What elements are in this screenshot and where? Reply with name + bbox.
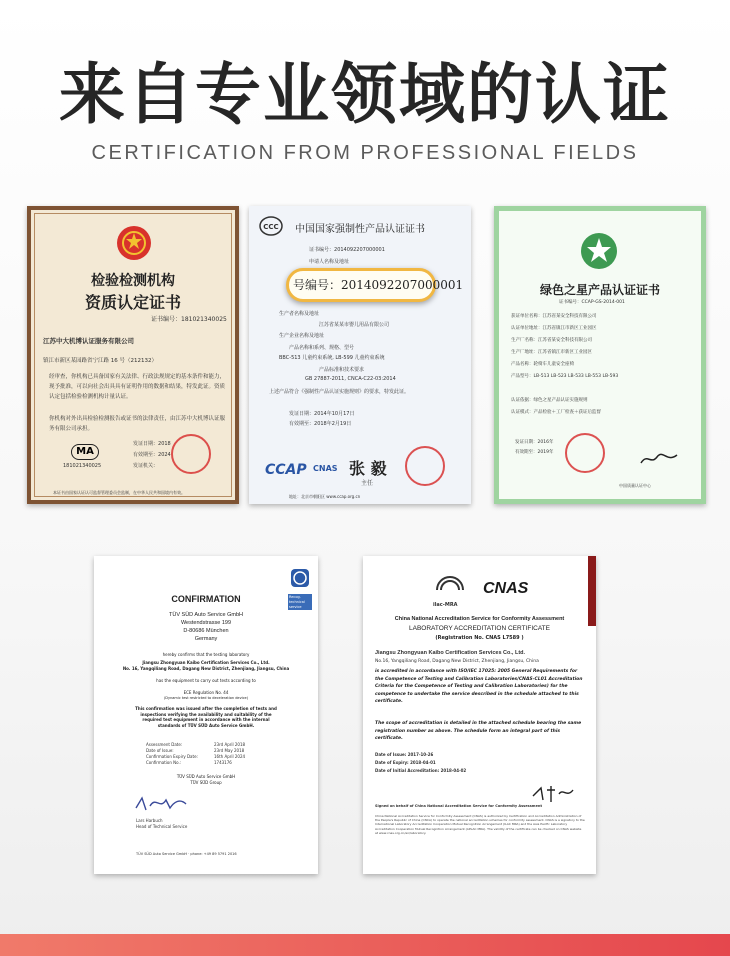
cert3-row xyxy=(511,325,597,331)
cert2-standard: GB 27887-2011, CNCA-C22-03:2014 xyxy=(305,376,396,382)
cert3-row-value: 轮椅车儿童安全座椅 xyxy=(533,362,574,367)
cnas-logo: CNAS xyxy=(313,464,338,473)
cert2-sign-title: 主任 xyxy=(361,480,374,487)
cert4-date-label: Date of Issue: xyxy=(146,748,174,753)
svg-text:CCC: CCC xyxy=(263,223,279,231)
cert3-row-label: 获证单位名称： xyxy=(511,314,543,319)
cert3-row xyxy=(511,313,597,319)
cert3-row-label: 认证单位地址： xyxy=(511,326,543,331)
cert2-applicant: 申请人名称及地址 xyxy=(309,259,350,265)
cert5-date-label: Date of Initial Accreditation: xyxy=(375,768,440,773)
cert3-valid-date xyxy=(515,449,553,455)
cert3-row-value: LB-513 LB-523 LB-533 LB-553 LB-593 xyxy=(533,374,619,379)
cert1-issue-date xyxy=(133,440,171,447)
cert4-street: Westendstrasse 199 xyxy=(180,620,232,626)
cert2-approval: 上述产品符合《强制性产品认证实施规则》的要求，特发此证。 xyxy=(269,389,410,395)
cert2-issue-label: 发证日期： xyxy=(289,411,315,417)
cert3-row xyxy=(511,337,592,343)
cert5-title: LABORATORY ACCREDITATION CERTIFICATE xyxy=(409,625,550,632)
cert5-date-value: 2018-04-02 xyxy=(440,768,467,773)
cert2-product: 产品名称和系列、规格、型号 xyxy=(289,345,355,351)
cert3-row-value: 产品检验＋工厂检查＋获证后监督 xyxy=(533,410,601,415)
cert1-title-line1: 检验检测机构 xyxy=(91,273,175,289)
cert2-standard-label: 产品标准和技术要求 xyxy=(319,367,365,373)
cert1-red-seal xyxy=(171,434,211,474)
cert4-date-value: 23rd May 2018 xyxy=(214,748,245,753)
cert3-row-label: 认证依据： xyxy=(511,398,534,403)
cert3-issue-date xyxy=(515,439,553,445)
cert5-date-row xyxy=(375,768,466,773)
cert3-signature-icon xyxy=(639,451,679,467)
cert1-title-line2: 资质认定证书 xyxy=(84,293,181,312)
cert4-title: CONFIRMATION xyxy=(171,594,241,604)
cert1-number xyxy=(151,314,227,323)
cert3-number-value: CCAP-GS-2014-001 xyxy=(581,300,625,305)
ilac-mra-logo-icon xyxy=(433,574,467,604)
cert3-row-label: 生产厂地址： xyxy=(511,350,538,355)
cert4-reg-note: (Dynamic test restricted to deceleration device) xyxy=(163,696,249,700)
cert4-country: Germany xyxy=(194,636,218,642)
cert4-date-row xyxy=(146,748,174,753)
cert3-row-label: 产品名称： xyxy=(511,362,534,367)
cert2-signature: 张 毅 xyxy=(349,459,387,478)
cert5-date-row xyxy=(375,760,436,765)
cert2-valid-value: 2018年2月19日 xyxy=(314,421,352,427)
cert4-group2: TÜV SÜD Group xyxy=(190,780,222,785)
cert3-number-label: 证书编号： xyxy=(559,300,582,305)
cert4-company: Jiangsu Zhongyuan Kaibo Certification Services Co., Ltd. xyxy=(142,660,270,665)
cert4-footer: TÜV SÜD Auto Service GmbH · phone: +49 89 5791 2016 xyxy=(136,852,237,856)
cert4-date-value: 1743176 xyxy=(214,760,232,765)
cnas-logo: CNAS xyxy=(483,580,529,597)
cert2-title: 中国国家强制性产品认证证书 xyxy=(295,224,425,235)
cert3-valid-date-value: 2019年 xyxy=(537,450,554,455)
cert3-row-label: 产品型号： xyxy=(511,374,534,379)
cert4-signer: Lars Harbuch xyxy=(136,818,163,823)
certificate-tuv-confirmation[interactable] xyxy=(94,556,318,874)
cert5-signature-icon xyxy=(531,784,575,804)
cert5-p1: is accredited in accordance with ISO/IEC 17025: 2005 General Requirements for the Competence of Testing and Calibration Laboratories/CNAS-CL01 Accreditation Criteria for the Competence of Testing and Calibration Laboratories) for the competence to undertake the service described in the schedule attached to this certificate. xyxy=(375,669,583,704)
page-subtitle: CERTIFICATION FROM PROFESSIONAL FIELDS xyxy=(91,142,639,164)
cert4-regulation: ECE Regulation No. 44 xyxy=(183,690,229,695)
cert1-address: 镇江市新区某园路省宁江路 16 号（212132） xyxy=(43,358,157,364)
cert4-date-row xyxy=(146,760,181,765)
cert1-valid-date-value: 2024 xyxy=(158,452,171,458)
cert5-fine-print: China National Accreditation Service for Conformity Assessment (CNAS) is authorized by Certification and Accreditation Administration of the People's Republic of China (CNCA) to operate the national accreditation schemes for conformity assessment. CNAS is a signatory to the International Laboratory Accreditation Cooperation Mutual Recognition Arrangement (ILAC MRA) and the Asia Pacific Laboratory Accreditation Cooperation Mutual Recognition Arrangement (APLAC MRA). The validity of the certificate can be checked on CNAS website at www.cnas.org.cn/en/laboratory. xyxy=(375,814,585,835)
cert1-org: 江苏中大机博认证服务有限公司 xyxy=(43,337,134,345)
tuv-logo-icon xyxy=(290,568,310,588)
cert1-valid-date xyxy=(133,451,171,458)
cert4-org: TÜV SÜD Auto Service GmbH xyxy=(169,612,243,618)
cert2-red-seal xyxy=(405,446,445,486)
cert5-date-label: Date of Expiry: xyxy=(375,760,409,765)
cert2-issue-value: 2014年10月17日 xyxy=(314,411,355,417)
cert5-date-label: Date of Issue: xyxy=(375,752,407,757)
cert4-date-label: Confirmation No.: xyxy=(146,760,182,765)
cert2-footer: 地址：北京市朝阳区 www.ccap.org.cn xyxy=(289,494,361,499)
cert2-manufacturer-name: 江苏省某某市婴儿用品有限公司 xyxy=(319,322,390,328)
cert2-number-highlight: 号编号：2014092207000001 xyxy=(286,268,436,302)
certificate-ccc[interactable] xyxy=(249,206,471,504)
cert5-reg: (Registration No. CNAS L7589 ) xyxy=(435,635,524,641)
cert1-number-label: 证书编号： xyxy=(151,316,182,323)
cert2-issue xyxy=(289,410,354,417)
page-title: 来自专业领域的认证 xyxy=(59,56,671,133)
cert3-footer: 中国质量认证中心 xyxy=(619,483,651,488)
cert3-row-value: 江苏省镇江市新区工业园区 xyxy=(542,326,597,331)
cert3-red-seal xyxy=(565,433,605,473)
cert3-row-value: 绿色之星产品认证实施规则 xyxy=(533,398,588,403)
cert3-row-value: 江苏省镇江市新区工业园区 xyxy=(538,350,592,355)
cert2-valid xyxy=(289,420,351,427)
cert3-row-value: 江苏省某安全科技有限公司 xyxy=(542,314,597,319)
cert3-row-label: 认证模式： xyxy=(511,410,534,415)
cert3-row-label: 生产厂名称： xyxy=(511,338,538,343)
cert4-p2: has the equipment to carry out tests according to xyxy=(156,678,256,683)
green-star-emblem-icon xyxy=(579,231,619,271)
certificate-green-star[interactable] xyxy=(494,206,706,504)
cert4-p3: This confirmation was issued after the completion of tests and inspections verifying the availability and suitability of the required test equipment in accordance with the internal standards of TÜV SÜD Auto Service GmbH. xyxy=(135,706,277,728)
cert4-date-label: Confirmation Expiry Date: xyxy=(146,754,198,759)
cert1-valid-date-label: 有效期至： xyxy=(133,452,159,458)
cert1-issue-date-value: 2018 xyxy=(158,441,171,447)
ccap-logo: CCAP xyxy=(265,462,307,478)
cert4-p1: hereby confirms that the testing laboratory xyxy=(162,652,250,657)
cert4-signer-title: Head of Technical Service xyxy=(136,824,188,829)
cert3-row xyxy=(511,373,618,379)
cert4-date-value: 16th April 2024 xyxy=(214,754,246,759)
cert5-date-value: 2017-10-26 xyxy=(407,752,434,757)
cert3-row xyxy=(511,397,588,403)
ilac-mra-logo: ilac-MRA xyxy=(433,602,458,608)
cert4-date-row xyxy=(146,742,182,747)
cert5-service: China National Accreditation Service for Conformity Assessment xyxy=(394,616,565,622)
cert5-date-row xyxy=(375,752,433,757)
cert3-row xyxy=(511,361,574,367)
cert4-group: TÜV SÜD Auto Service GmbH xyxy=(176,774,236,779)
cert4-date-label: Assessment Date: xyxy=(146,742,183,747)
cert2-valid-label: 有效期至： xyxy=(289,421,315,427)
cert3-title: 绿色之星产品认证证书 xyxy=(539,283,660,297)
cert1-number-value: 181021340025 xyxy=(181,316,227,323)
cert1-footer: 本证书由国家认证认可监督管理委员会监制，在中华人民共和国境内有效。 xyxy=(53,490,185,495)
cert4-address: No. 16, Yangqiliang Road, Dagang New District, Zhenjiang, Jiangsu, China xyxy=(122,666,290,671)
cert5-address: No.16, Yangqiliang Road, Dagang New District, Zhenjiang, Jiangsu, China xyxy=(375,659,539,664)
cert1-issue-date-label: 发证日期： xyxy=(133,441,159,447)
cert5-p2: The scope of accreditation is detailed in the attached schedule bearing the same registration number as above. The schedule form an integral part of this certificate. xyxy=(375,721,582,741)
cert5-date-value: 2018-04-01 xyxy=(410,760,436,765)
cert2-model: BBC-513 儿童约束系统, LB-599 儿童约束系统 xyxy=(279,355,385,361)
certificate-cnas[interactable] xyxy=(363,556,596,874)
cert4-date-row xyxy=(146,754,198,759)
cert2-manufacturer: 生产者名称及地址 xyxy=(279,311,320,317)
national-emblem-icon xyxy=(115,224,153,262)
ma-number: 181021340025 xyxy=(63,463,102,469)
cert1-note: 你机构对外出具检验检测报告或证书的法律责任，由江苏中大机博认证服务有限公司承担。 xyxy=(49,416,226,432)
cert4-city: D-80686 München xyxy=(183,628,229,634)
ma-mark: MA xyxy=(71,444,99,460)
cert1-body: 经审查，你机构已具备国家有关法律、行政法规规定的基本条件和能力，现予批准，可以向社会出具具有证明作用的数据和结果，特发此证。资质认定包括检验检测机构计量认证。 xyxy=(49,374,226,400)
cert3-number xyxy=(559,299,625,305)
tuv-lab-badge: Recog. technical service xyxy=(288,594,312,610)
cert3-row xyxy=(511,349,592,355)
cert2-number-label: 证书编号： xyxy=(309,247,335,253)
cert1-issuer: 发证机关： xyxy=(133,463,159,469)
cert3-row xyxy=(511,409,601,415)
cert4-signature-icon xyxy=(134,794,188,814)
cert3-issue-date-value: 2016年 xyxy=(537,440,554,445)
cert5-company: Jiangsu Zhongyuan Kaibo Certification Services Co., Ltd. xyxy=(375,650,526,656)
cert3-valid-date-label: 有效期至： xyxy=(515,450,538,455)
cert3-row-value: 江苏省某安全科技有限公司 xyxy=(538,338,592,343)
cert4-date-value: 23rd April 2018 xyxy=(214,742,246,747)
cert2-factory: 生产企业名称及地址 xyxy=(279,333,325,339)
cert3-issue-date-label: 发证日期： xyxy=(515,440,538,445)
cert2-number-value: 2014092207000001 xyxy=(334,247,385,253)
cert2-number xyxy=(309,246,385,253)
bottom-gradient-bar xyxy=(0,934,730,956)
certificate-qualification[interactable] xyxy=(27,206,239,504)
cert5-signed: Signed on behalf of China National Accreditation Service for Conformity Assessment xyxy=(375,804,542,808)
